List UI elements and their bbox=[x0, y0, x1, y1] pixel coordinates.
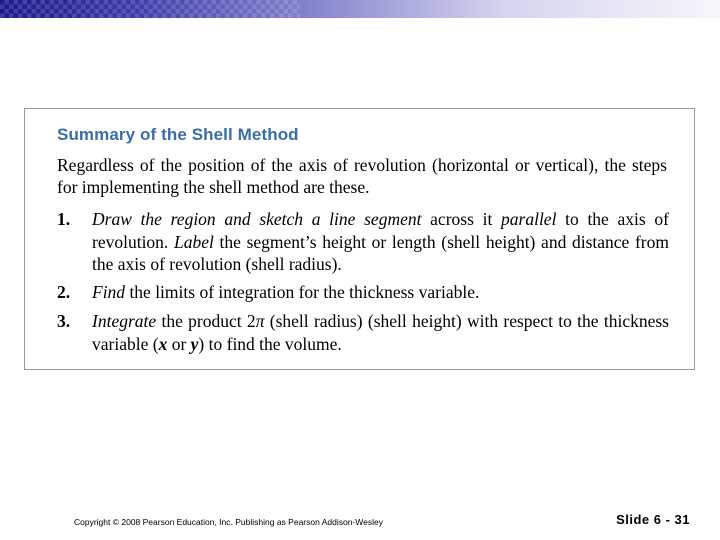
step-text-segment: ) to find the volume. bbox=[198, 333, 342, 354]
step-text-segment: the product 2 bbox=[156, 311, 256, 331]
step-text-segment: or bbox=[167, 333, 191, 354]
step-text-segment: x bbox=[158, 333, 168, 354]
step-text-segment: the limits of integration for the thickness variable. bbox=[125, 282, 480, 302]
step-text-segment: y bbox=[190, 333, 199, 354]
step-text-segment: Integrate bbox=[92, 311, 157, 331]
step-text-segment: Label bbox=[173, 231, 214, 252]
step-text-segment: parallel bbox=[501, 209, 557, 229]
step-text-segment: Find bbox=[92, 282, 126, 302]
step-number: 2. bbox=[57, 282, 71, 302]
step-2 bbox=[57, 281, 669, 304]
step-number: 1. bbox=[57, 209, 71, 229]
step-text-segment: across it bbox=[421, 209, 502, 229]
slide-number: Slide 6 - 31 bbox=[616, 512, 690, 527]
step-body bbox=[92, 281, 669, 304]
top-banner bbox=[0, 0, 720, 18]
summary-box bbox=[24, 108, 695, 370]
step-1 bbox=[57, 208, 669, 276]
summary-intro: Regardless of the position of the axis of revolution (horizontal or vertical), the steps for implementing the shell method are these. bbox=[57, 155, 667, 197]
step-text-segment: Draw the region and sketch a line segment bbox=[92, 209, 422, 229]
step-number: 3. bbox=[57, 311, 71, 331]
step-3 bbox=[57, 310, 669, 355]
step-body bbox=[92, 310, 669, 355]
step-text-segment: (shell radius) (shell height) with respect to the thickness variable ( bbox=[92, 311, 669, 354]
summary-title: Summary of the Shell Method bbox=[57, 125, 299, 144]
top-banner-pattern bbox=[0, 0, 300, 18]
step-text-segment: the segment’s height or length (shell height) and distance from the axis of revolution (shell radius). bbox=[92, 231, 669, 274]
step-text-segment: π bbox=[255, 311, 265, 331]
copyright-notice: Copyright © 2008 Pearson Education, Inc. Publishing as Pearson Addison-Wesley bbox=[74, 517, 383, 527]
step-body bbox=[92, 208, 669, 276]
step-text-segment: to the axis of revolution. bbox=[92, 209, 669, 252]
